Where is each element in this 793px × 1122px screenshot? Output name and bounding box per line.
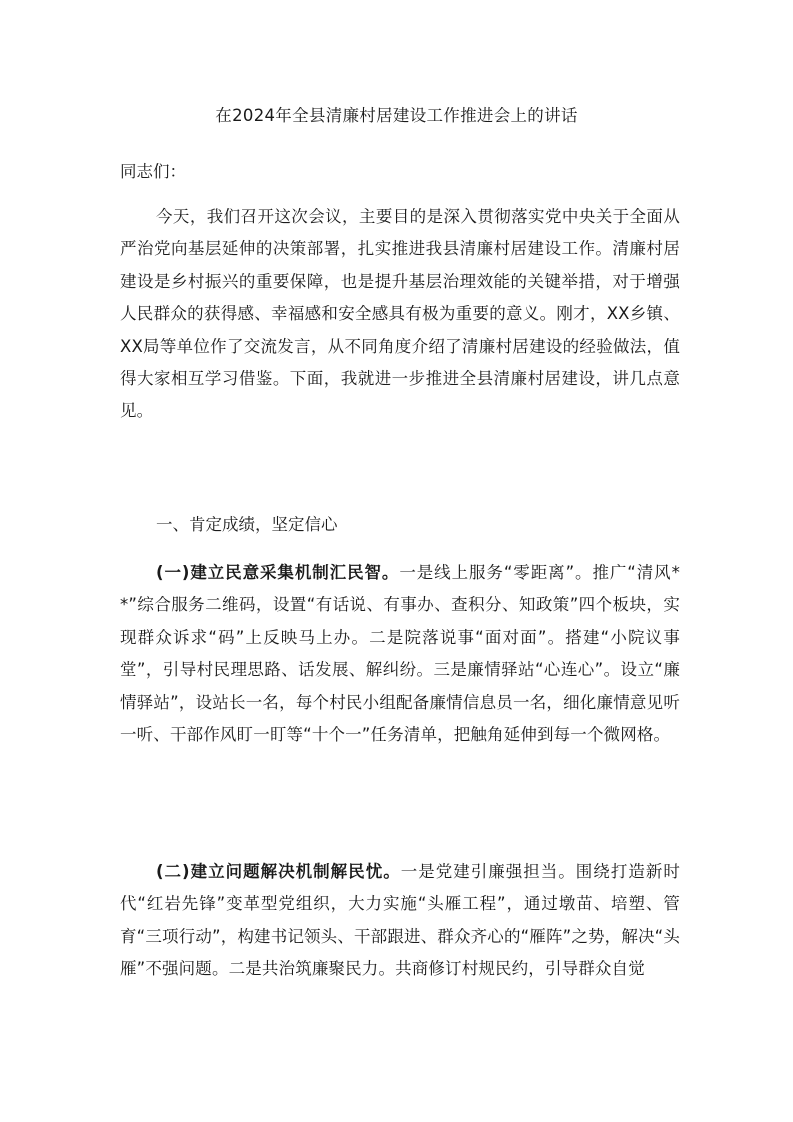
section-1-paragraph <box>120 557 680 751</box>
salutation: 同志们： <box>120 162 186 181</box>
section-heading-1: 一、肯定成绩，坚定信心 <box>156 515 338 534</box>
intro-paragraph: 今天，我们召开这次会议，主要目的是深入贯彻落实党中央关于全面从严治党向基层延伸的决策部署，扎实推进我县清廉村居建设工作。清廉村居建设是乡村振兴的重要保障，也是提升基层治理效能的关键举措，对于增强人民群众的获得感、幸福感和安全感具有极为重要的意义。刚才，XX乡镇、XX局等单位作了交流发言，从不同角度介绍了清廉村居建设的经验做法，值得大家相互学习借鉴。下面，我就进一步推进全县清廉村居建设，讲几点意见。 <box>120 207 680 421</box>
section-2-paragraph <box>120 856 680 986</box>
document-title: 在2024年全县清廉村居建设工作推进会上的讲话 <box>215 106 578 125</box>
section-2-body: 一是党建引廉强担当。围绕打造新时代“红岩先锋”变革型党组织，大力实施“头雁工程”，通过墩苗、培塑、管育“三项行动”，构建书记领头、干部跟进、群众齐心的“雁阵”之势，解决“头雁”不强问题。二是共治筑廉聚民力。共商修订村规民约，引导群众自觉 <box>120 862 680 979</box>
section-1-body: 一是线上服务“零距离”。推广“清风**”综合服务二维码，设置“有话说、有事办、查积分、知政策”四个板块，实现群众诉求“码”上反映马上办。二是院落说事“面对面”。搭建“小院议事堂”，引导村民理思路、话发展、解纠纷。三是廉情驿站“心连心”。设立“廉情驿站”，设站长一名，每个村民小组配备廉情信息员一名，细化廉情意见听一听、干部作风盯一盯等“十个一”任务清单，把触角延伸到每一个微网格。 <box>120 563 680 745</box>
section-1-lead: (一)建立民意采集机制汇民智。 <box>156 563 400 582</box>
section-2-lead: (二)建立问题解决机制解民忧。 <box>156 862 401 881</box>
